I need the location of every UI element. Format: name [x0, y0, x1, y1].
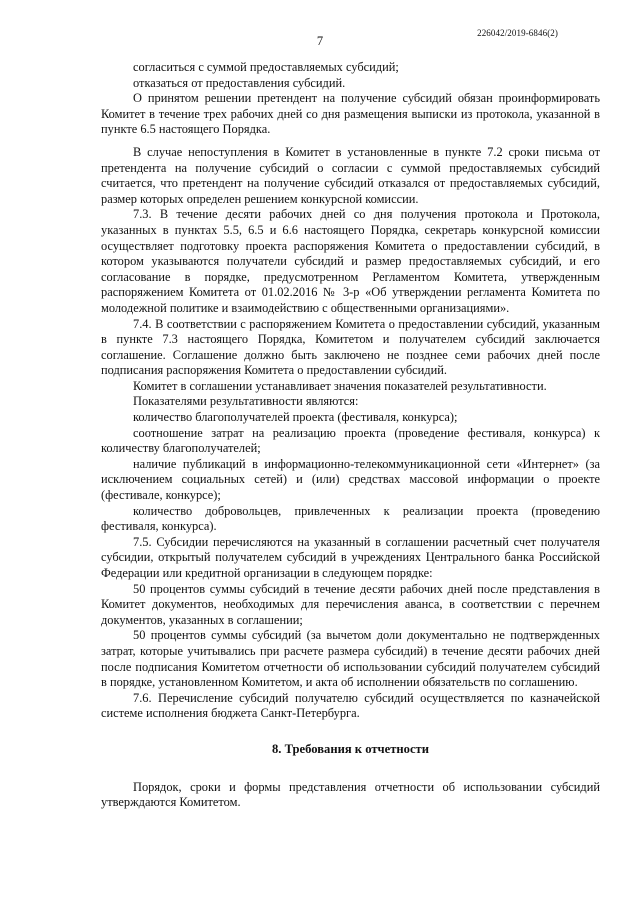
paragraph: 7.4. В соответствии с распоряжением Комитета о предоставлении субсидий, указанным в пункте 7.3 настоящего Порядка, Комитетом и получателем субсидий заключается соглашение. Соглашение должно быть заключено не позднее семи рабочих дней после подписания распоряжения Комитета о предоставлении субсидий.	[101, 316, 600, 378]
paragraph: 7.6. Перечисление субсидий получателю субсидий осуществляется по казначейской системе исполнения бюджета Санкт-Петербурга.	[101, 690, 600, 721]
paragraph: В случае непоступления в Комитет в установленные в пункте 7.2 сроки письма от претендента на получение субсидий о согласии с суммой предоставляемых субсидий считается, что претендент на получение субсидий отказался от предоставляемых субсидий, размер которых определен решением конкурсной комиссии.	[101, 144, 600, 206]
list-item: количество добровольцев, привлеченных к реализации проекта (проведению фестиваля, конкурса).	[101, 503, 600, 534]
list-item: количество благополучателей проекта (фестиваля, конкурса);	[133, 410, 458, 425]
paragraph: Порядок, сроки и формы представления отчетности об использовании субсидий утверждаются Комитетом.	[101, 779, 600, 810]
list-item: 50 процентов суммы субсидий (за вычетом доли документально не подтвержденных затрат, которые учитывались при расчете размера субсидий) в течение десяти рабочих дней после подписания Комитетом отчетности об использовании субсидий получателем субсидий в порядке, установленном Комитетом, и акта об исполнении обязательств по соглашению.	[101, 628, 600, 690]
paragraph: О принятом решении претендент на получение субсидий обязан проинформировать Комитет в течение трех рабочих дней со дня размещения выписки из протокола, указанной в пункте 6.5 настоящего Порядка.	[101, 91, 600, 137]
document-body	[101, 60, 600, 811]
paragraph: Показателями результативности являются:	[133, 394, 359, 409]
paragraph: согласиться с суммой предоставляемых субсидий;	[133, 60, 399, 74]
paragraph: 7.3. В течение десяти рабочих дней со дня получения протокола и Протокола, указанных в пунктах 5.5, 6.5 и 6.6 настоящего Порядка, секретарь конкурсной комиссии осуществляет подготовку проекта распоряжения Комитета о предоставлении субсидий, в котором указываются получатели субсидий и размер предоставляемых субсидий, и его согласование в порядке, предусмотренном Регламентом Комитета, утвержденным распоряжением Комитета от 01.02.2016 № 3-р «Об утверждении регламента Комитета по молодежной политике и взаимодействию с общественными организациями».	[101, 207, 600, 315]
list-item: 50 процентов суммы субсидий в течение десяти рабочих дней после представления в Комитет документов, необходимых для перечисления аванса, в соответствии с перечнем документов, указанных в соглашении;	[101, 581, 600, 627]
paragraph: Комитет в соглашении устанавливает значения показателей результативности.	[133, 378, 547, 393]
page-number: 7	[316, 34, 324, 48]
list-item: соотношение затрат на реализацию проекта (проведение фестиваля, конкурса) к количеству благополучателей;	[101, 425, 600, 456]
document-id: 226042/2019-6846(2)	[477, 28, 558, 38]
paragraph: отказаться от предоставления субсидий.	[133, 75, 346, 90]
paragraph: 7.5. Субсидии перечисляются на указанный в соглашении расчетный счет получателя субсидии, открытый получателем субсидий в учреждениях Центрального банка Российской Федерации или кредитной организации в следующем порядке:	[101, 534, 600, 580]
section-heading: 8. Требования к отчетности	[272, 741, 429, 756]
list-item: наличие публикаций в информационно-телекоммуникационной сети «Интернет» (за исключением социальных сетей) и (или) средствах массовой информации о проекте (фестивале, конкурсе);	[101, 456, 600, 503]
